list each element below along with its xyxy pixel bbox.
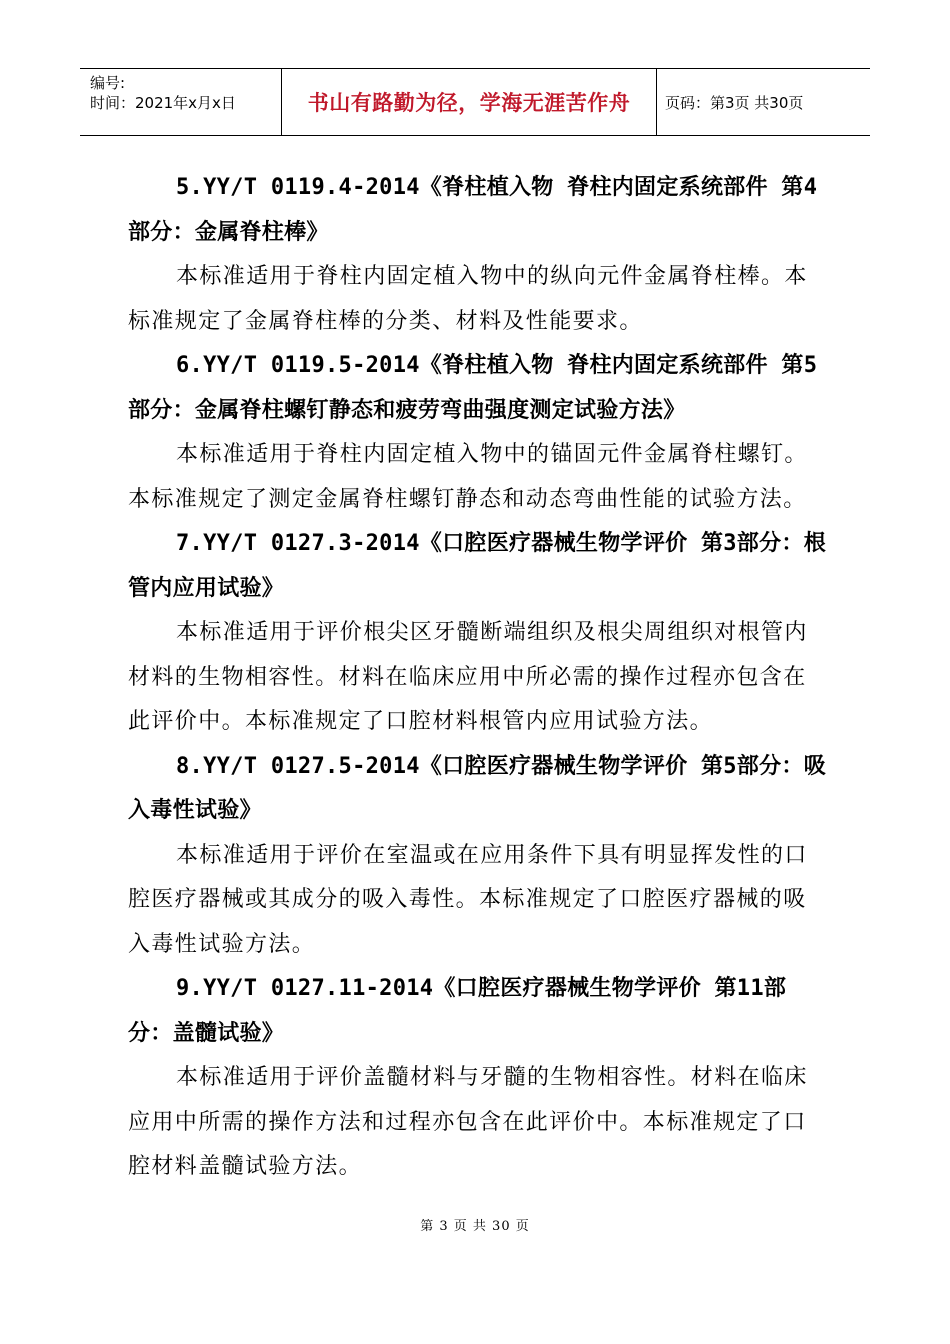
entry-title: 6.YY/T 0119.5-2014《脊柱植入物 脊柱内固定系统部件 第5部分：金属脊柱螺钉静态和疲劳弯曲强度测定试验方法》 bbox=[128, 353, 818, 423]
entry-description: 本标准适用于脊柱内固定植入物中的锚固元件金属脊柱螺钉。本标准规定了测定金属脊柱螺钉静态和动态弯曲性能的试验方法。 bbox=[128, 442, 808, 512]
header-motto: 书山有路勤为径，学海无涯苦作舟 bbox=[282, 69, 657, 135]
entry-title: 9.YY/T 0127.11-2014《口腔医疗器械生物学评价 第11部分：盖髓试验》 bbox=[128, 976, 787, 1046]
document-date: 时间：2021年x月x日 bbox=[90, 94, 236, 112]
entry-description: 本标准适用于脊柱内固定植入物中的纵向元件金属脊柱棒。本标准规定了金属脊柱棒的分类、材料及性能要求。 bbox=[128, 264, 808, 334]
header-meta bbox=[80, 69, 282, 135]
page-footer: 第 3 页 共 30 页 bbox=[420, 1219, 530, 1234]
entry-description: 本标准适用于评价在室温或在应用条件下具有明显挥发性的口腔医疗器械或其成分的吸入毒性。本标准规定了口腔医疗器械的吸入毒性试验方法。 bbox=[128, 842, 808, 957]
entry-title: 5.YY/T 0119.4-2014《脊柱植入物 脊柱内固定系统部件 第4部分：金属脊柱棒》 bbox=[128, 175, 818, 245]
page-header bbox=[80, 68, 870, 136]
document-body bbox=[128, 166, 828, 1190]
entry-title: 8.YY/T 0127.5-2014《口腔医疗器械生物学评价 第5部分：吸入毒性试验》 bbox=[128, 753, 827, 823]
header-page-info: 页码：第3页 共30页 bbox=[665, 93, 804, 112]
entry-description: 本标准适用于评价盖髓材料与牙髓的生物相容性。材料在临床应用中所需的操作方法和过程亦包含在此评价中。本标准规定了口腔材料盖髓试验方法。 bbox=[128, 1065, 808, 1179]
entry-description: 本标准适用于评价根尖区牙髓断端组织及根尖周组织对根管内材料的生物相容性。材料在临床应用中所必需的操作过程亦包含在此评价中。本标准规定了口腔材料根管内应用试验方法。 bbox=[128, 620, 808, 734]
entry-title: 7.YY/T 0127.3-2014《口腔医疗器械生物学评价 第3部分：根管内应用试验》 bbox=[128, 531, 827, 601]
document-number-label: 编号: bbox=[90, 74, 126, 92]
